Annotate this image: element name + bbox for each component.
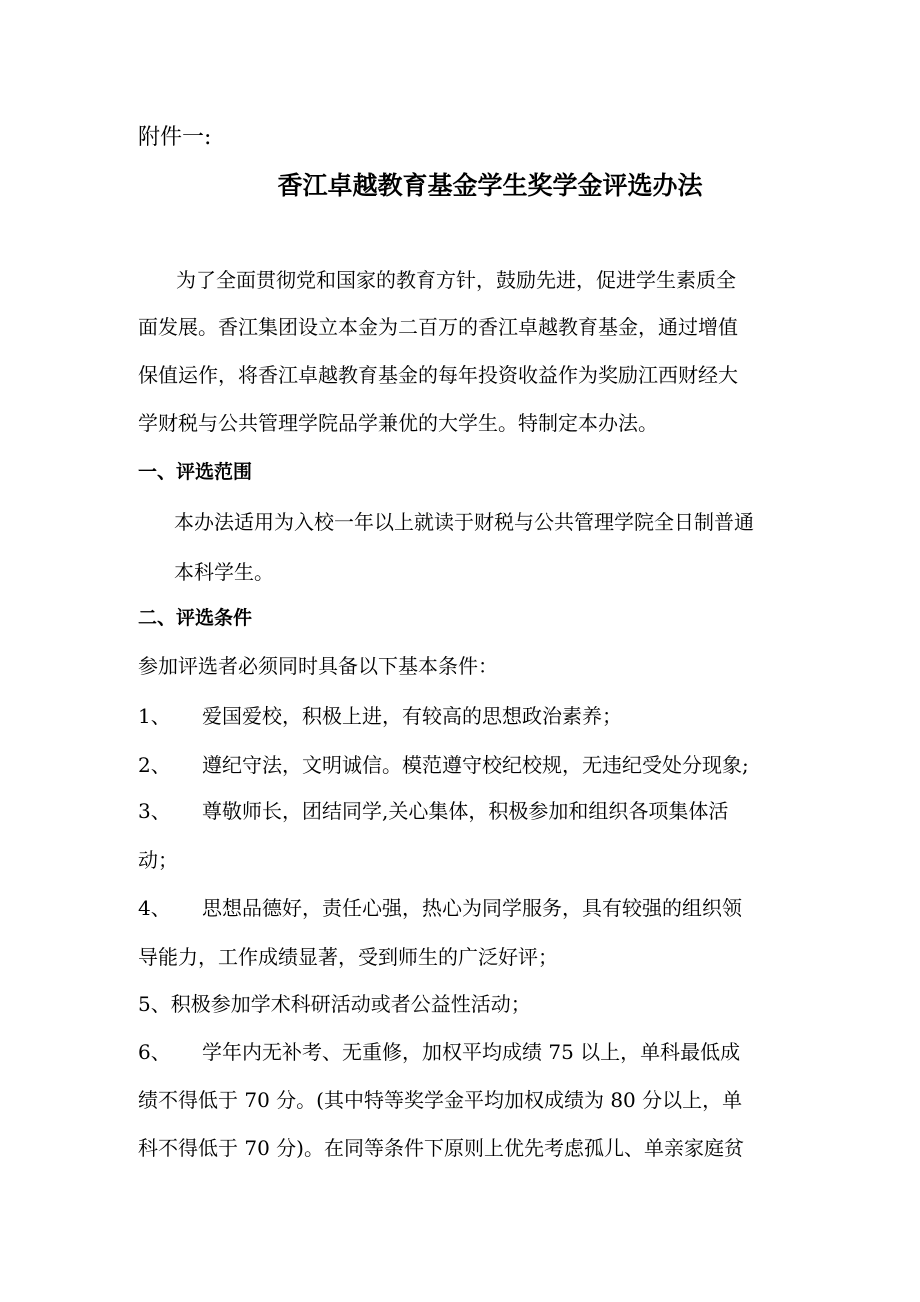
condition-text: 科不得低于 70 分)。在同等条件下原则上优先考虑孤儿、单亲家庭贫 [138, 1136, 744, 1160]
condition-item [138, 791, 728, 831]
condition-number: 2、 [138, 753, 171, 777]
section1-heading: 一、评选范围 [138, 461, 253, 483]
condition-number: 3、 [138, 799, 171, 823]
condition-continuation [138, 937, 558, 977]
condition-continuation [138, 1128, 744, 1168]
intro-line-1: 为了全面贯彻党和国家的教育方针，鼓励先进，促进学生素质全 [176, 268, 736, 292]
condition-text: 5、积极参加学术科研活动或者公益性活动； [138, 992, 531, 1016]
condition-item [138, 1032, 740, 1072]
condition-item [138, 888, 742, 928]
section1-line-1: 本办法适用为入校一年以上就读于财税与公共管理学院全日制普通 [174, 510, 754, 534]
section1-line-2: 本科学生。 [174, 560, 274, 584]
condition-text: 学年内无补考、无重修，加权平均成绩 75 以上，单科最低成 [202, 1040, 741, 1064]
condition-continuation [138, 840, 178, 880]
condition-text: 动； [138, 848, 178, 872]
condition-text: 思想品德好，责任心强，热心为同学服务，具有较强的组织领 [202, 896, 742, 920]
document-title: 香江卓越教育基金学生奖学金评选办法 [277, 171, 703, 200]
condition-text: 遵纪守法，文明诚信。模范遵守校纪校规，无违纪受处分现象; [202, 753, 749, 777]
condition-text: 爱国爱校，积极上进，有较高的思想政治素养； [202, 704, 622, 728]
condition-item [138, 745, 749, 785]
condition-number: 6、 [138, 1040, 171, 1064]
intro-line-4: 学财税与公共管理学院品学兼优的大学生。特制定本办法。 [138, 411, 658, 435]
condition-number: 4、 [138, 896, 171, 920]
annex-label: 附件一: [138, 125, 212, 150]
intro-line-3: 保值运作，将香江卓越教育基金的每年投资收益作为奖励江西财经大 [138, 363, 738, 387]
section2-heading: 二、评选条件 [138, 607, 253, 629]
condition-continuation [138, 1080, 742, 1120]
condition-text: 尊敬师长，团结同学,关心集体，积极参加和组织各项集体活 [202, 799, 729, 823]
intro-line-2: 面发展。香江集团设立本金为二百万的香江卓越教育基金，通过增值 [138, 315, 738, 339]
section2-lead: 参加评选者必须同时具备以下基本条件： [138, 654, 498, 678]
condition-item [138, 984, 531, 1024]
condition-text: 导能力，工作成绩显著，受到师生的广泛好评； [138, 945, 558, 969]
condition-number: 1、 [138, 704, 171, 728]
condition-text: 绩不得低于 70 分。(其中特等奖学金平均加权成绩为 80 分以上，单 [138, 1088, 743, 1112]
condition-item [138, 696, 622, 736]
